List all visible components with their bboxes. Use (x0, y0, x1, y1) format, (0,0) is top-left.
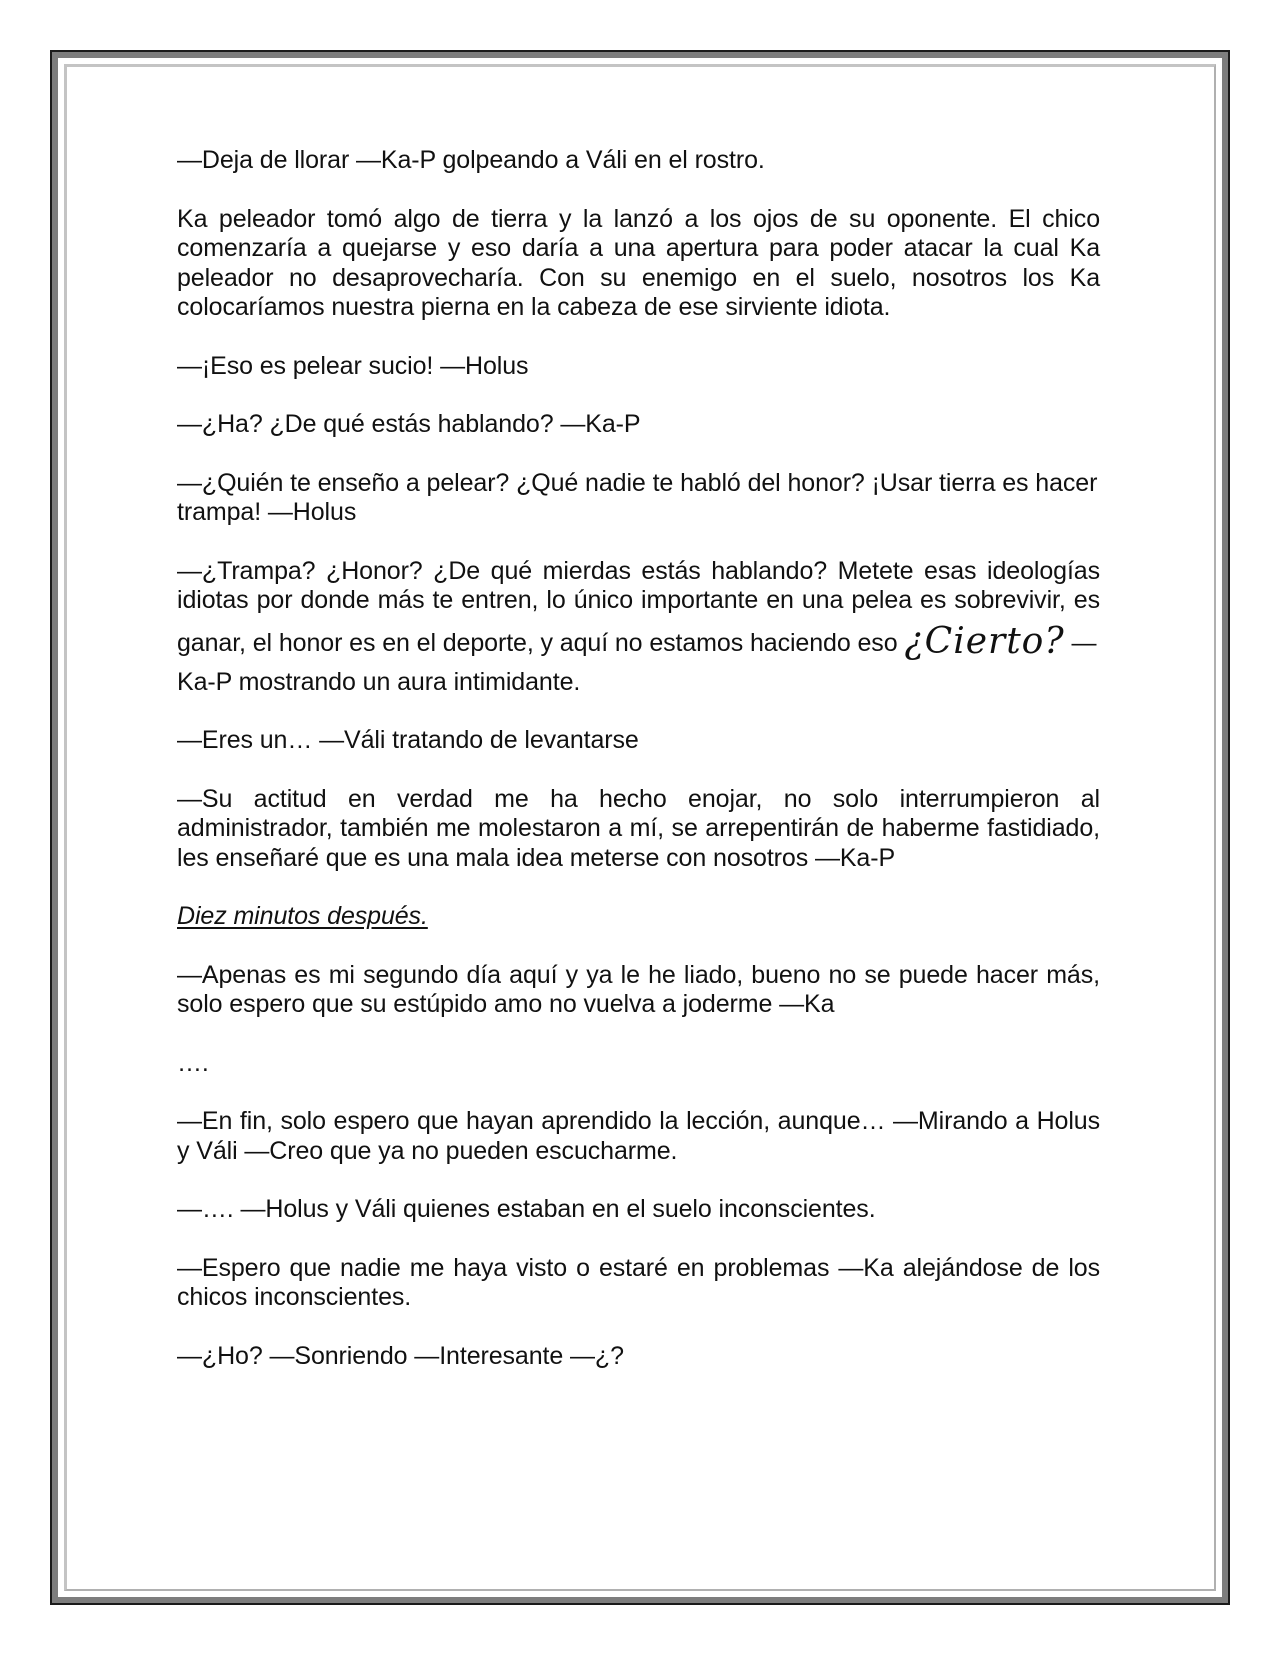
paragraph-dialogue-with-display-word (177, 557, 1100, 698)
scene-break-heading: Diez minutos después. (177, 902, 428, 930)
paragraph-dialogue: —Su actitud en verdad me ha hecho enojar, no solo interrumpieron al administrador, también me molestaron a mí, se arrepentirán de haberme fastidiado, les enseñaré que es una mala idea meterse con nosotros —Ka-P (177, 784, 1100, 872)
paragraph-dash: — (1064, 628, 1097, 657)
paragraph-dialogue: —¡Eso es pelear sucio! —Holus (177, 351, 529, 380)
paragraph-dialogue: —Apenas es mi segundo día aquí y ya le he liado, bueno no se puede hacer más, solo espero que su estúpido amo no vuelva a joderme —Ka (177, 960, 1100, 1018)
paragraph-dialogue: —Deja de llorar —Ka-P golpeando a Váli en el rostro. (177, 146, 765, 174)
paragraph-dialogue: —…. —Holus y Váli quienes estaban en el suelo inconscientes. (177, 1195, 876, 1223)
document-body (177, 146, 1100, 1400)
paragraph-text: —¿Trampa? ¿Honor? ¿De qué mierdas estás hablando? Metete esas ideologías idiotas por donde más te entren, lo único importante en una pelea es sobrevivir, es ganar, el honor es en el deporte, y aquí no estamos haciendo eso (177, 556, 1100, 657)
paragraph-dialogue: —¿Ha? ¿De qué estás hablando? —Ka-P (177, 410, 641, 438)
ellipsis-line: …. (177, 1048, 209, 1077)
display-word-cierto: ¿Cierto? (904, 620, 1065, 662)
paragraph-narration: Ka peleador tomó algo de tierra y la lanzó a los ojos de su oponente. El chico comenzaría a quejarse y eso daría a una apertura para poder atacar la cual Ka peleador no desaprovecharía. Con su enemigo en el suelo, nosotros los Ka colocaríamos nuestra pierna en la cabeza de ese sirviente idiota. (177, 204, 1100, 321)
paragraph-dialogue: —¿Ho? —Sonriendo —Interesante —¿? (177, 1341, 624, 1370)
paragraph-dialogue: —Espero que nadie me haya visto o estaré en problemas —Ka alejándose de los chicos inconscientes. (177, 1253, 1100, 1311)
paragraph-dialogue: —Eres un… —Váli tratando de levantarse (177, 726, 639, 754)
paragraph-dialogue: —En fin, solo espero que hayan aprendido la lección, aunque… —Mirando a Holus y Váli —Creo que ya no pueden escucharme. (177, 1107, 1100, 1165)
paragraph-text: Ka-P mostrando un aura intimidante. (177, 667, 581, 696)
paragraph-dialogue: —¿Quién te enseño a pelear? ¿Qué nadie te habló del honor? ¡Usar tierra es hacer trampa! —Holus (177, 468, 1098, 526)
